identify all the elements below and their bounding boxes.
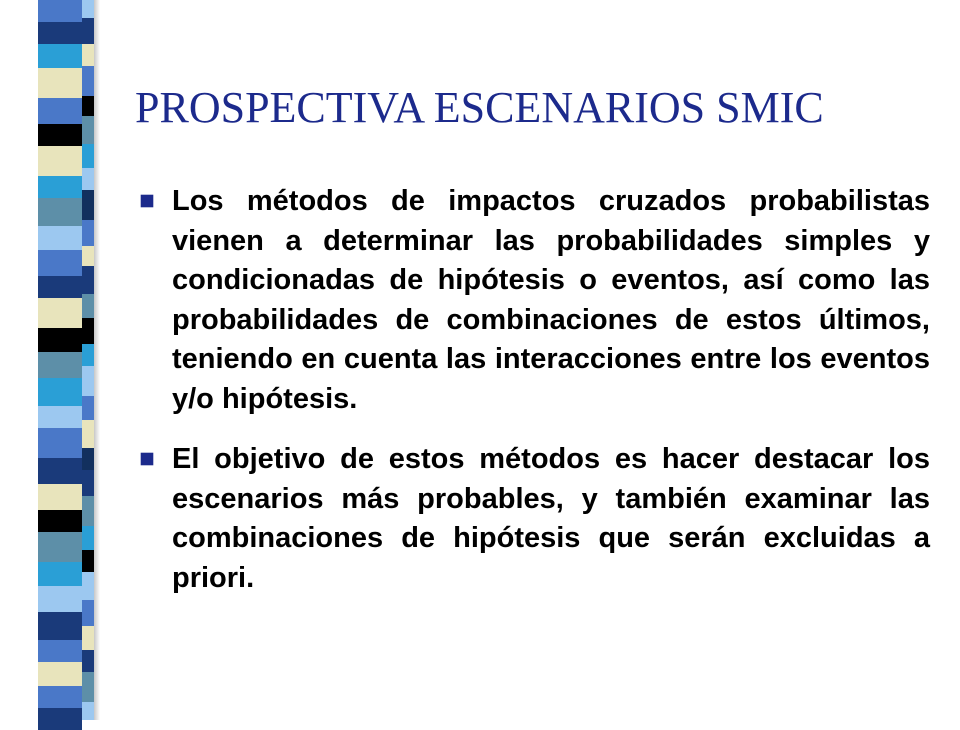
strip-block-accent xyxy=(82,96,94,116)
strip-block-accent xyxy=(82,672,94,702)
strip-block-accent xyxy=(82,220,94,246)
strip-block xyxy=(38,662,82,686)
strip-shadow xyxy=(94,0,100,720)
strip-block xyxy=(38,378,82,406)
strip-block xyxy=(38,176,82,198)
strip-block-accent xyxy=(82,116,94,144)
strip-block xyxy=(38,44,82,68)
strip-block xyxy=(38,298,82,328)
strip-block-accent xyxy=(82,650,94,672)
strip-block-accent xyxy=(82,396,94,420)
strip-block xyxy=(38,352,82,378)
bullet-text: Los métodos de impactos cruzados probabilistas vienen a determinar las probabilidades simples y condicionadas de hipótesis o eventos, así como las probabilidades de combinaciones de estos últimos, teniendo en cuenta las interacciones entre los eventos y/o hipótesis. xyxy=(172,185,930,415)
strip-column-accent xyxy=(82,0,94,720)
strip-block xyxy=(38,708,82,730)
strip-block-accent xyxy=(82,448,94,470)
bullet-text: El objetivo de estos métodos es hacer destacar los escenarios más probables, y también examinar las combinaciones de hipótesis que serán excluidas a priori. xyxy=(172,443,930,594)
strip-block xyxy=(38,640,82,662)
strip-block xyxy=(38,484,82,510)
strip-block-accent xyxy=(82,626,94,650)
strip-block xyxy=(38,0,82,22)
bullet-list xyxy=(130,182,930,619)
strip-block-accent xyxy=(82,318,94,344)
strip-block-accent xyxy=(82,550,94,572)
strip-block xyxy=(38,198,82,226)
strip-block xyxy=(38,328,82,352)
strip-block-accent xyxy=(82,600,94,626)
strip-block xyxy=(38,586,82,612)
bullet-item xyxy=(130,182,930,419)
strip-block xyxy=(38,124,82,146)
bullet-item xyxy=(130,440,930,598)
strip-block-accent xyxy=(82,702,94,720)
strip-block-accent xyxy=(82,18,94,44)
strip-block-accent xyxy=(82,496,94,526)
strip-block xyxy=(38,532,82,562)
strip-block xyxy=(38,98,82,124)
strip-block xyxy=(38,276,82,298)
strip-block xyxy=(38,612,82,640)
strip-block-accent xyxy=(82,294,94,318)
strip-block-accent xyxy=(82,526,94,550)
strip-block-accent xyxy=(82,344,94,366)
strip-block-accent xyxy=(82,168,94,190)
strip-block-accent xyxy=(82,246,94,266)
strip-block xyxy=(38,458,82,484)
strip-block xyxy=(38,250,82,276)
slide-title: PROSPECTIVA ESCENARIOS SMIC xyxy=(135,83,824,132)
strip-block-accent xyxy=(82,366,94,396)
strip-block xyxy=(38,406,82,428)
strip-block-accent xyxy=(82,144,94,168)
strip-block-accent xyxy=(82,420,94,448)
strip-block xyxy=(38,22,82,44)
strip-block xyxy=(38,146,82,176)
strip-block xyxy=(38,68,82,98)
strip-block xyxy=(38,562,82,586)
strip-block-accent xyxy=(82,66,94,96)
strip-block xyxy=(38,510,82,532)
strip-block-accent xyxy=(82,190,94,220)
square-bullet-icon xyxy=(141,195,154,208)
strip-block-accent xyxy=(82,470,94,496)
strip-block xyxy=(38,686,82,708)
strip-block xyxy=(38,226,82,250)
strip-block-accent xyxy=(82,572,94,600)
strip-column-main xyxy=(38,0,82,720)
strip-block-accent xyxy=(82,0,94,18)
strip-block-accent xyxy=(82,266,94,294)
strip-block xyxy=(38,428,82,458)
strip-block-accent xyxy=(82,44,94,66)
decorative-color-strip xyxy=(0,0,92,720)
square-bullet-icon xyxy=(141,453,154,466)
